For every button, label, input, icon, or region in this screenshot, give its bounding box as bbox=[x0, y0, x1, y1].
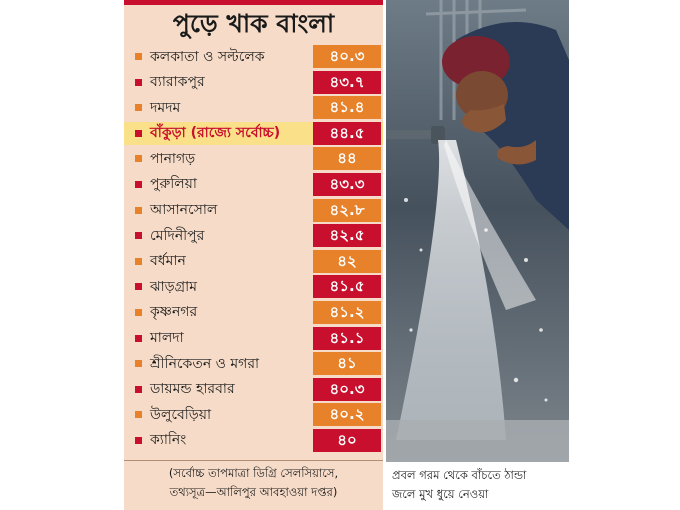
city-name: কৃষ্ণনগর bbox=[150, 304, 198, 321]
temperature-value: ৪১.৫ bbox=[313, 275, 381, 298]
row-bullet-square-icon bbox=[135, 155, 142, 162]
temperature-row bbox=[124, 122, 383, 145]
temperature-row bbox=[124, 301, 383, 324]
row-bullet-square-icon bbox=[135, 232, 142, 239]
city-name: ক্যানিং bbox=[150, 432, 187, 449]
temperature-value: ৪৪.৫ bbox=[313, 122, 381, 145]
city-name: আসানসোল bbox=[150, 202, 218, 219]
temperature-row bbox=[124, 224, 383, 247]
photo-caption bbox=[386, 466, 569, 504]
row-bullet-square-icon bbox=[135, 360, 142, 367]
temperature-value: ৪৩.৩ bbox=[313, 173, 381, 196]
temperature-value: ৪২ bbox=[313, 250, 381, 273]
temperature-row bbox=[124, 327, 383, 350]
city-name: ব্যারাকপুর bbox=[150, 74, 205, 91]
temperature-row bbox=[124, 96, 383, 119]
city-name: মালদা bbox=[150, 330, 184, 347]
row-bullet-square-icon bbox=[135, 79, 142, 86]
city-name: দমদম bbox=[150, 99, 181, 116]
temperature-value: ৪০.৩ bbox=[313, 45, 381, 68]
row-bullet-square-icon bbox=[135, 258, 142, 265]
temperature-row bbox=[124, 352, 383, 375]
temperature-value: ৪২.৫ bbox=[313, 224, 381, 247]
photo-man-washing-face bbox=[386, 0, 569, 462]
row-bullet-square-icon bbox=[135, 386, 142, 393]
temperature-row bbox=[124, 199, 383, 222]
temperature-value: ৪১.৪ bbox=[313, 96, 381, 119]
city-name: পানাগড় bbox=[150, 150, 196, 167]
row-bullet-square-icon bbox=[135, 411, 142, 418]
table-title: পুড়ে খাক বাংলা bbox=[172, 9, 335, 38]
row-bullet-square-icon bbox=[135, 437, 142, 444]
photo-illustration bbox=[386, 0, 569, 462]
city-name: পুরুলিয়া bbox=[150, 176, 197, 193]
city-name: উলুবেড়িয়া bbox=[150, 406, 212, 423]
row-bullet-square-icon bbox=[135, 104, 142, 111]
city-name: ঝাড়গ্রাম bbox=[150, 278, 197, 295]
footnote-line-1: (সর্বোচ্চ তাপমাত্রা ডিগ্রি সেলসিয়াসে, bbox=[168, 466, 339, 480]
temperature-row bbox=[124, 173, 383, 196]
top-accent-bar bbox=[124, 0, 383, 5]
temperature-value: ৪২.৮ bbox=[313, 199, 381, 222]
row-bullet-square-icon bbox=[135, 283, 142, 290]
temperature-value: ৪৪ bbox=[313, 147, 381, 170]
city-name: বাঁকুড়া (রাজ্যে সর্বোচ্চ) bbox=[150, 125, 281, 142]
temperature-row bbox=[124, 378, 383, 401]
row-bullet-square-icon bbox=[135, 335, 142, 342]
temperature-value: ৪০ bbox=[313, 429, 381, 452]
temperature-row bbox=[124, 250, 383, 273]
caption-line-1: প্রবল গরম থেকে বাঁচতে ঠান্ডা bbox=[392, 468, 527, 482]
temperature-table-panel bbox=[124, 0, 383, 510]
temperature-value: ৪০.২ bbox=[313, 403, 381, 426]
row-bullet-square-icon bbox=[135, 309, 142, 316]
footnote-divider bbox=[124, 460, 383, 461]
temperature-value: ৪০.৩ bbox=[313, 378, 381, 401]
temperature-row bbox=[124, 147, 383, 170]
temperature-row bbox=[124, 45, 383, 68]
temperature-value: ৪১.১ bbox=[313, 327, 381, 350]
city-name: কলকাতা ও সল্টলেক bbox=[150, 48, 265, 65]
footnote-line-2: তথ্যসূত্র—আলিপুর আবহাওয়া দপ্তর) bbox=[169, 485, 338, 499]
temperature-row bbox=[124, 429, 383, 452]
row-bullet-square-icon bbox=[135, 53, 142, 60]
footnote bbox=[124, 464, 383, 502]
temperature-value: ৪১.২ bbox=[313, 301, 381, 324]
caption-line-2: জলে মুখ ধুয়ে নেওয়া bbox=[392, 487, 489, 501]
row-bullet-square-icon bbox=[135, 130, 142, 137]
row-bullet-square-icon bbox=[135, 181, 142, 188]
city-name: শ্রীনিকেতন ও মগরা bbox=[150, 355, 260, 372]
temperature-value: ৪১ bbox=[313, 352, 381, 375]
city-name: বর্ধমান bbox=[150, 253, 186, 270]
temperature-rows bbox=[124, 45, 383, 455]
temperature-row bbox=[124, 403, 383, 426]
city-name: মেদিনীপুর bbox=[150, 227, 205, 244]
temperature-value: ৪৩.৭ bbox=[313, 71, 381, 94]
row-bullet-square-icon bbox=[135, 207, 142, 214]
city-name: ডায়মন্ড হারবার bbox=[150, 381, 235, 398]
temperature-row bbox=[124, 275, 383, 298]
temperature-row bbox=[124, 71, 383, 94]
